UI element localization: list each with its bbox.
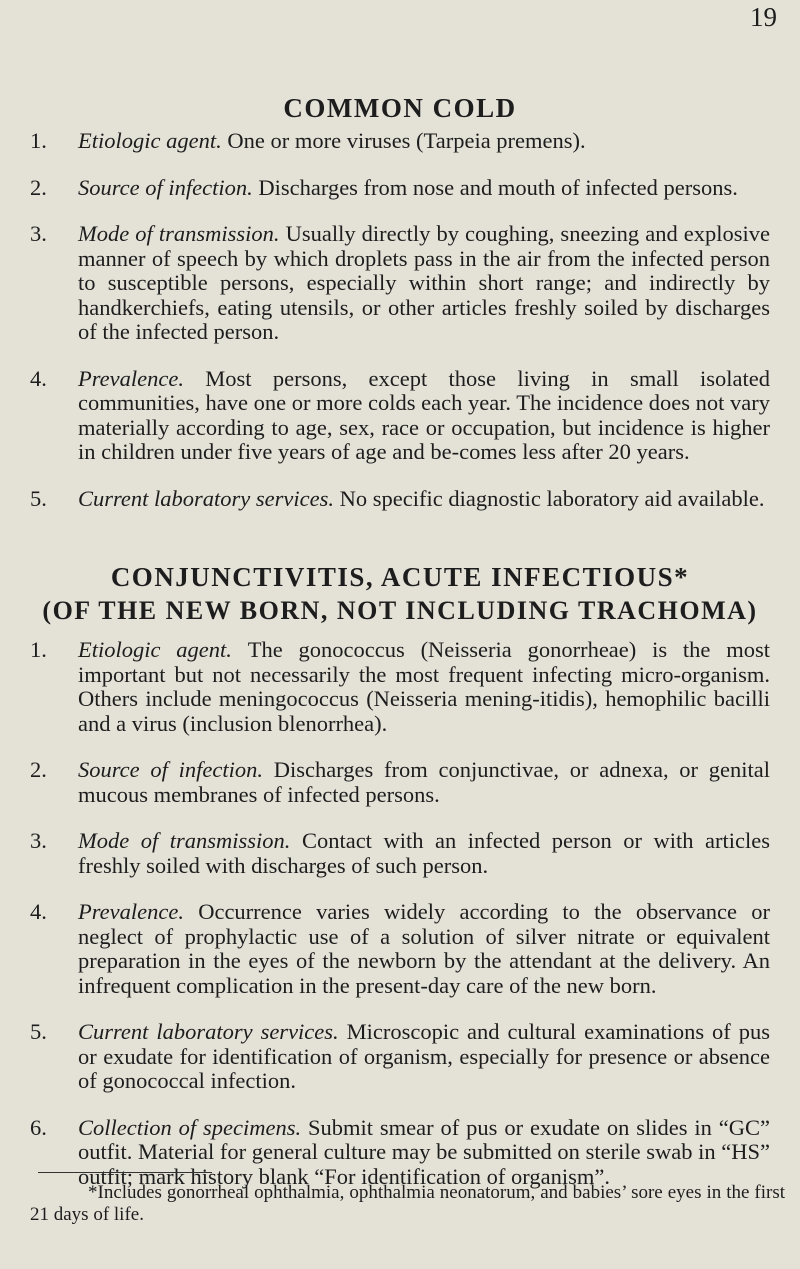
list-item [0,900,800,998]
item-text: Microscopic and cultural examinations of pus or exudate for identification of organism, especially for presence or absence of gonococcal infection. [78,1019,770,1093]
item-text: Discharges from conjunctivae, or adnexa, or genital mucous membranes of infected persons. [78,757,771,807]
item-heading: Prevalence. [78,365,206,391]
item-number: 6. [30,1114,47,1140]
list-item [0,758,800,807]
footnote-divider [38,1172,212,1173]
item-text: Discharges from nose and mouth of infected persons. [258,174,738,200]
item-heading: Collection of specimens. [78,1114,309,1140]
item-number: 3. [30,221,47,246]
item-list [0,638,800,1189]
item-text: The gonococcus (Neisseria gonorrheae) is the most important but not necessarily the most frequent infecting micro-organism. Others include meningococcus (Neisseria mening-itidis), hemophilic bacilli and a virus (inclusion blenorrhea). [78,637,770,736]
item-text: Most persons, except those living in small isolated communities, have one or more colds each year. The incidence does not vary materially according to age, sex, race or occupation, but incidence is higher in children under five years of age and be-comes less after 20 years. [78,365,770,464]
item-heading: Mode of transmission. [78,828,302,853]
item-number: 1. [30,637,47,662]
list-item [0,638,800,736]
item-number: 5. [30,485,47,511]
item-text: Occurrence varies widely according to the observance or neglect of prophylactic use of a solution of silver nitrate or equivalent preparation in the eyes of the newborn by the attendant at the delivery. An infrequent complication in the present-day care of the new born. [78,899,770,998]
item-heading: Source of infection. [78,757,274,782]
footnote: *Includes gonorrheal ophthalmia, ophthalmia neonatorum, and babies’ sore eyes in the first 21 days of life. [30,1182,785,1225]
item-number: 2. [30,174,47,200]
item-text: Submit smear of pus or exudate on slides in “GC” outfit. Material for general culture may be submitted on sterile swab in “HS” outfit; mark history blank “For identification of organism”. [78,1114,770,1189]
item-heading: Current laboratory services. [78,1019,347,1044]
section-title: COMMON COLD [283,93,517,123]
item-number: 3. [30,828,47,853]
item-heading: Source of infection. [78,174,259,200]
list-item [0,1116,800,1190]
item-number: 4. [30,365,47,391]
page-number: 19 [750,2,777,32]
item-heading: Mode of transmission. [78,221,286,246]
item-heading: Etiologic agent. [78,128,228,153]
item-text: Usually directly by coughing, sneezing and explosive manner of speech by which droplets pass in the air from the infected person to susceptible persons, especially within short range; and indirectly by handkerchiefs, eating utensils, or other articles freshly soiled by discharges of the infected person. [78,221,771,344]
item-number: 2. [30,757,47,782]
list-item [0,222,800,345]
item-heading: Etiologic agent. [78,637,248,662]
section-title: CONJUNCTIVITIS, ACUTE INFECTIOUS* [110,562,690,592]
item-heading: Current laboratory services. [78,485,340,511]
section-conjunctivitis [0,562,800,1211]
item-text: One or more viruses (Tarpeia premens). [227,128,586,153]
item-list [0,129,800,511]
list-item [0,129,800,154]
item-heading: Prevalence. [78,899,199,924]
list-item [0,1020,800,1094]
list-item [0,487,800,512]
item-number: 5. [30,1019,47,1044]
list-item [0,367,800,465]
section-common-cold [0,93,800,533]
item-text: Contact with an infected person or with articles freshly soiled with discharges of such person. [78,828,770,878]
item-number: 4. [30,899,47,924]
section-subtitle: (OF THE NEW BORN, NOT INCLUDING TRACHOMA) [42,596,758,625]
list-item [0,176,800,201]
item-text: No specific diagnostic laboratory aid available. [339,485,765,511]
list-item [0,829,800,878]
item-number: 1. [30,128,47,153]
